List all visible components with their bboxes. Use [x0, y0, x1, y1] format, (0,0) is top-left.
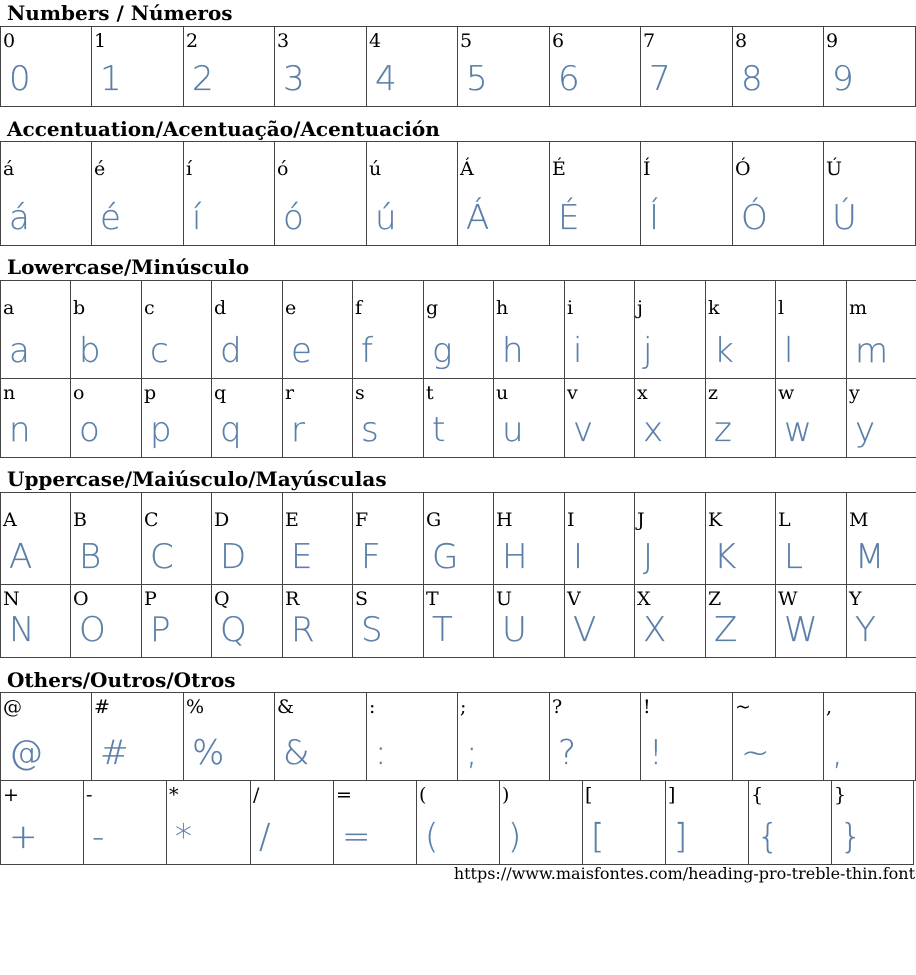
glyph-cell: [824, 27, 916, 107]
glyph-sample: x: [643, 410, 664, 450]
glyph-cell: [1, 281, 71, 379]
glyph-label: ,: [826, 696, 833, 718]
glyph-cell: [635, 379, 706, 458]
glyph-sample: f: [361, 331, 373, 371]
glyph-cell: [212, 281, 283, 379]
glyph-sample: i: [573, 331, 583, 371]
glyph-cell: [184, 142, 275, 246]
glyph-label: }: [834, 784, 847, 806]
glyph-label: C: [144, 509, 159, 531]
glyph-cell: [283, 493, 353, 585]
glyph-label: 1: [94, 30, 107, 52]
glyph-label: z: [708, 382, 719, 404]
glyph-cell: [283, 585, 353, 658]
glyph-sample: +: [9, 817, 38, 857]
glyph-cell: [776, 585, 847, 658]
glyph-cell: [71, 493, 142, 585]
glyph-label: F: [355, 509, 369, 531]
glyph-label: &: [277, 696, 294, 718]
glyph-cell: [550, 27, 641, 107]
glyph-cell: [458, 693, 550, 781]
glyph-cell: [275, 27, 367, 107]
glyph-sample: Q: [220, 610, 247, 650]
glyph-sample: {: [757, 817, 779, 857]
glyph-label: h: [496, 297, 509, 319]
glyph-sample: h: [502, 331, 524, 371]
glyph-sample: o: [79, 410, 100, 450]
glyph-cell: [706, 585, 776, 658]
glyph-grid: [0, 584, 916, 658]
glyph-cell: [550, 693, 641, 781]
section-title: Numbers / Números: [7, 1, 233, 25]
glyph-label: N: [3, 588, 20, 610]
glyph-label: #: [94, 696, 110, 718]
glyph-sample: s: [361, 410, 379, 450]
section-title: Uppercase/Maiúsculo/Mayúsculas: [7, 467, 387, 491]
glyph-label: c: [144, 297, 155, 319]
glyph-cell: [706, 281, 776, 379]
glyph-label: V: [567, 588, 581, 610]
glyph-sample: b: [79, 331, 101, 371]
glyph-sample: w: [784, 410, 812, 450]
glyph-sample: :: [375, 733, 387, 773]
glyph-sample: 9: [832, 59, 854, 99]
glyph-label: E: [285, 509, 299, 531]
glyph-label: %: [186, 696, 205, 718]
glyph-label: ?: [552, 696, 563, 718]
glyph-sample: W: [784, 610, 818, 650]
glyph-sample: e: [291, 331, 312, 371]
glyph-cell: [832, 781, 914, 865]
glyph-cell: [641, 693, 733, 781]
glyph-label: é: [94, 158, 106, 180]
glyph-cell: [706, 379, 776, 458]
glyph-sample: V: [573, 610, 597, 650]
glyph-label: q: [214, 382, 227, 404]
glyph-label: ó: [277, 158, 289, 180]
glyph-cell: [847, 493, 916, 585]
glyph-label: r: [285, 382, 295, 404]
glyph-label: 7: [643, 30, 656, 52]
glyph-sample: A: [9, 537, 33, 577]
glyph-cell: [706, 493, 776, 585]
glyph-sample: v: [573, 410, 594, 450]
glyph-sample: M: [855, 537, 885, 577]
glyph-sample: r: [291, 410, 305, 450]
glyph-sample: 2: [192, 59, 214, 99]
glyph-label: Ó: [735, 158, 751, 180]
glyph-grid: [0, 378, 916, 458]
glyph-cell: [847, 379, 916, 458]
glyph-cell: [92, 693, 184, 781]
glyph-cell: [84, 781, 167, 865]
glyph-sample: K: [714, 537, 737, 577]
glyph-cell: [353, 379, 424, 458]
glyph-cell: [212, 379, 283, 458]
glyph-cell: [666, 781, 749, 865]
section-title: Others/Outros/Otros: [7, 668, 236, 692]
glyph-cell: [71, 585, 142, 658]
glyph-sample: Ó: [741, 198, 768, 238]
glyph-sample: &: [283, 733, 310, 773]
glyph-cell: [251, 781, 334, 865]
glyph-cell: [776, 281, 847, 379]
glyph-label: ~: [735, 696, 751, 718]
glyph-label: b: [73, 297, 86, 319]
glyph-label: H: [496, 509, 513, 531]
glyph-label: ú: [369, 158, 382, 180]
glyph-label: s: [355, 382, 365, 404]
glyph-sample: á: [9, 198, 30, 238]
glyph-label: p: [144, 382, 157, 404]
glyph-sample: [: [591, 817, 605, 857]
glyph-cell: [1, 142, 92, 246]
glyph-label: :: [369, 696, 376, 718]
glyph-sample: ó: [283, 198, 304, 238]
glyph-cell: [275, 142, 367, 246]
glyph-cell: [212, 493, 283, 585]
glyph-cell: [424, 281, 494, 379]
glyph-cell: [635, 281, 706, 379]
glyph-label: D: [214, 509, 230, 531]
glyph-sample: t: [432, 410, 446, 450]
glyph-sample: j: [643, 331, 653, 371]
glyph-cell: [1, 493, 71, 585]
glyph-sample: m: [855, 331, 889, 371]
glyph-sample: %: [192, 733, 225, 773]
glyph-label: g: [426, 297, 439, 319]
glyph-sample: Y: [855, 610, 876, 650]
glyph-label: -: [86, 784, 93, 806]
glyph-label: v: [567, 382, 578, 404]
glyph-sample: /: [259, 817, 271, 857]
glyph-cell: [776, 493, 847, 585]
glyph-sample: 1: [100, 59, 122, 99]
glyph-label: O: [73, 588, 89, 610]
glyph-cell: [1, 781, 84, 865]
glyph-label: 2: [186, 30, 199, 52]
glyph-sample: ]: [674, 817, 688, 857]
glyph-sample: n: [9, 410, 31, 450]
glyph-label: [: [585, 784, 593, 806]
glyph-sample: R: [291, 610, 315, 650]
glyph-label: S: [355, 588, 369, 610]
glyph-sample: ;: [466, 733, 478, 773]
glyph-label: 3: [277, 30, 290, 52]
glyph-label: T: [426, 588, 439, 610]
glyph-label: U: [496, 588, 513, 610]
glyph-label: o: [73, 382, 85, 404]
glyph-sample: }: [840, 817, 862, 857]
glyph-cell: [749, 781, 832, 865]
glyph-label: W: [778, 588, 798, 610]
glyph-sample: H: [502, 537, 528, 577]
glyph-sample: G: [432, 537, 459, 577]
glyph-cell: [635, 585, 706, 658]
glyph-label: Q: [214, 588, 230, 610]
glyph-sample: 0: [9, 59, 31, 99]
glyph-label: ;: [460, 696, 467, 718]
glyph-grid: [0, 692, 916, 781]
glyph-sample: 5: [466, 59, 488, 99]
glyph-sample: B: [79, 537, 102, 577]
glyph-cell: [283, 379, 353, 458]
glyph-sample: Á: [466, 198, 490, 238]
glyph-sample: y: [855, 410, 876, 450]
glyph-grid: [0, 280, 916, 379]
glyph-cell: [92, 142, 184, 246]
glyph-label: a: [3, 297, 15, 319]
glyph-label: /: [253, 784, 260, 806]
glyph-label: 5: [460, 30, 473, 52]
glyph-label: x: [637, 382, 648, 404]
glyph-sample: E: [291, 537, 313, 577]
glyph-label: ): [502, 784, 510, 806]
glyph-cell: [92, 27, 184, 107]
glyph-label: í: [186, 158, 193, 180]
glyph-cell: [494, 379, 565, 458]
glyph-sample: I: [573, 537, 584, 577]
glyph-label: Ú: [826, 158, 843, 180]
glyph-sample: (: [425, 817, 439, 857]
glyph-cell: [142, 379, 212, 458]
glyph-sample: S: [361, 610, 383, 650]
glyph-cell: [353, 493, 424, 585]
glyph-cell: [283, 281, 353, 379]
glyph-cell: [565, 585, 635, 658]
glyph-cell: [1, 27, 92, 107]
glyph-label: !: [643, 696, 651, 718]
glyph-label: u: [496, 382, 509, 404]
glyph-label: @: [3, 696, 22, 718]
glyph-cell: [212, 585, 283, 658]
glyph-sample: F: [361, 537, 381, 577]
glyph-sample: C: [150, 537, 174, 577]
glyph-cell: [142, 281, 212, 379]
glyph-sample: c: [150, 331, 169, 371]
glyph-label: +: [3, 784, 19, 806]
glyph-cell: [494, 493, 565, 585]
glyph-label: A: [3, 509, 17, 531]
glyph-sample: J: [643, 537, 654, 577]
glyph-label: 9: [826, 30, 839, 52]
glyph-sample: Z: [714, 610, 738, 650]
glyph-label: *: [169, 784, 179, 806]
glyph-sample: !: [649, 733, 663, 773]
glyph-cell: [1, 379, 71, 458]
glyph-sample: a: [9, 331, 30, 371]
glyph-sample: Ú: [832, 198, 857, 238]
glyph-sample: O: [79, 610, 106, 650]
glyph-label: L: [778, 509, 791, 531]
glyph-label: 0: [3, 30, 16, 52]
glyph-cell: [184, 27, 275, 107]
glyph-cell: [565, 493, 635, 585]
glyph-cell: [367, 142, 458, 246]
glyph-cell: [824, 142, 916, 246]
glyph-label: Í: [643, 158, 651, 180]
glyph-sample: g: [432, 331, 453, 371]
glyph-sample: u: [502, 410, 524, 450]
glyph-sample: Í: [649, 198, 660, 238]
glyph-sample: q: [220, 410, 242, 450]
glyph-label: R: [285, 588, 300, 610]
glyph-sample: N: [9, 610, 35, 650]
glyph-label: t: [426, 382, 434, 404]
glyph-label: I: [567, 509, 575, 531]
glyph-cell: [733, 27, 824, 107]
glyph-cell: [641, 27, 733, 107]
glyph-sample: *: [175, 817, 192, 857]
glyph-sample: D: [220, 537, 247, 577]
glyph-cell: [1, 693, 92, 781]
glyph-sample: é: [100, 198, 121, 238]
glyph-cell: [847, 585, 916, 658]
glyph-sample: l: [784, 331, 794, 371]
glyph-sample: U: [502, 610, 527, 650]
section-title: Accentuation/Acentuação/Acentuación: [7, 117, 440, 141]
glyph-label: i: [567, 297, 574, 319]
glyph-cell: [824, 693, 916, 781]
glyph-label: w: [778, 382, 795, 404]
glyph-sample: -: [92, 817, 105, 857]
glyph-label: 8: [735, 30, 748, 52]
glyph-sample: 6: [558, 59, 580, 99]
glyph-label: J: [637, 509, 645, 531]
glyph-cell: [334, 781, 417, 865]
glyph-label: 6: [552, 30, 565, 52]
glyph-label: y: [849, 382, 860, 404]
glyph-label: {: [751, 784, 764, 806]
glyph-cell: [458, 27, 550, 107]
glyph-label: Z: [708, 588, 722, 610]
glyph-cell: [353, 585, 424, 658]
glyph-cell: [733, 142, 824, 246]
glyph-grid: [0, 492, 916, 585]
glyph-label: P: [144, 588, 157, 610]
glyph-label: Á: [460, 158, 474, 180]
glyph-sample: T: [432, 610, 453, 650]
glyph-label: m: [849, 297, 868, 319]
glyph-cell: [167, 781, 251, 865]
glyph-cell: [142, 585, 212, 658]
glyph-cell: [458, 142, 550, 246]
glyph-cell: [71, 281, 142, 379]
glyph-grid: [0, 780, 914, 865]
glyph-sample: 8: [741, 59, 763, 99]
glyph-sample: P: [150, 610, 171, 650]
glyph-sample: 3: [283, 59, 305, 99]
glyph-cell: [494, 281, 565, 379]
glyph-sample: #: [100, 733, 129, 773]
glyph-label: =: [336, 784, 352, 806]
glyph-cell: [1, 585, 71, 658]
glyph-cell: [424, 585, 494, 658]
glyph-sample: ,: [832, 733, 843, 773]
glyph-cell: [847, 281, 916, 379]
glyph-cell: [367, 693, 458, 781]
glyph-grid: [0, 26, 916, 107]
glyph-label: k: [708, 297, 720, 319]
glyph-sample: X: [643, 610, 667, 650]
glyph-label: d: [214, 297, 227, 319]
glyph-label: B: [73, 509, 87, 531]
glyph-cell: [635, 493, 706, 585]
glyph-sample: z: [714, 410, 732, 450]
glyph-sample: É: [558, 198, 580, 238]
glyph-label: 4: [369, 30, 382, 52]
glyph-cell: [353, 281, 424, 379]
glyph-cell: [142, 493, 212, 585]
glyph-label: e: [285, 297, 297, 319]
glyph-label: l: [778, 297, 785, 319]
glyph-label: (: [419, 784, 427, 806]
glyph-sample: ): [508, 817, 522, 857]
glyph-sample: ú: [375, 198, 397, 238]
glyph-sample: p: [150, 410, 172, 450]
glyph-label: j: [637, 297, 643, 319]
glyph-cell: [565, 281, 635, 379]
glyph-cell: [424, 379, 494, 458]
glyph-sample: =: [342, 817, 371, 857]
glyph-cell: [733, 693, 824, 781]
glyph-cell: [184, 693, 275, 781]
glyph-label: M: [849, 509, 869, 531]
glyph-label: É: [552, 158, 566, 180]
glyph-cell: [417, 781, 500, 865]
section-title: Lowercase/Minúsculo: [7, 255, 250, 279]
glyph-sample: 4: [375, 59, 397, 99]
glyph-cell: [776, 379, 847, 458]
glyph-grid: [0, 141, 916, 246]
glyph-sample: ~: [741, 733, 770, 773]
glyph-cell: [367, 27, 458, 107]
glyph-sample: L: [784, 537, 803, 577]
glyph-label: K: [708, 509, 723, 531]
footer-url[interactable]: https://www.maisfontes.com/heading-pro-treble-thin.font: [453, 864, 915, 883]
glyph-cell: [641, 142, 733, 246]
glyph-cell: [550, 142, 641, 246]
glyph-cell: [275, 693, 367, 781]
glyph-cell: [424, 493, 494, 585]
glyph-sample: @: [9, 733, 43, 773]
glyph-cell: [494, 585, 565, 658]
glyph-label: Y: [849, 588, 862, 610]
glyph-label: n: [3, 382, 16, 404]
glyph-label: ]: [668, 784, 676, 806]
glyph-sample: ?: [558, 733, 577, 773]
glyph-cell: [565, 379, 635, 458]
glyph-cell: [583, 781, 666, 865]
glyph-sample: 7: [649, 59, 671, 99]
glyph-sample: d: [220, 331, 242, 371]
glyph-label: G: [426, 509, 442, 531]
glyph-cell: [500, 781, 583, 865]
glyph-sample: k: [714, 331, 734, 371]
glyph-label: á: [3, 158, 15, 180]
glyph-cell: [71, 379, 142, 458]
glyph-label: f: [355, 297, 363, 319]
glyph-label: X: [637, 588, 651, 610]
glyph-sample: í: [192, 198, 202, 238]
